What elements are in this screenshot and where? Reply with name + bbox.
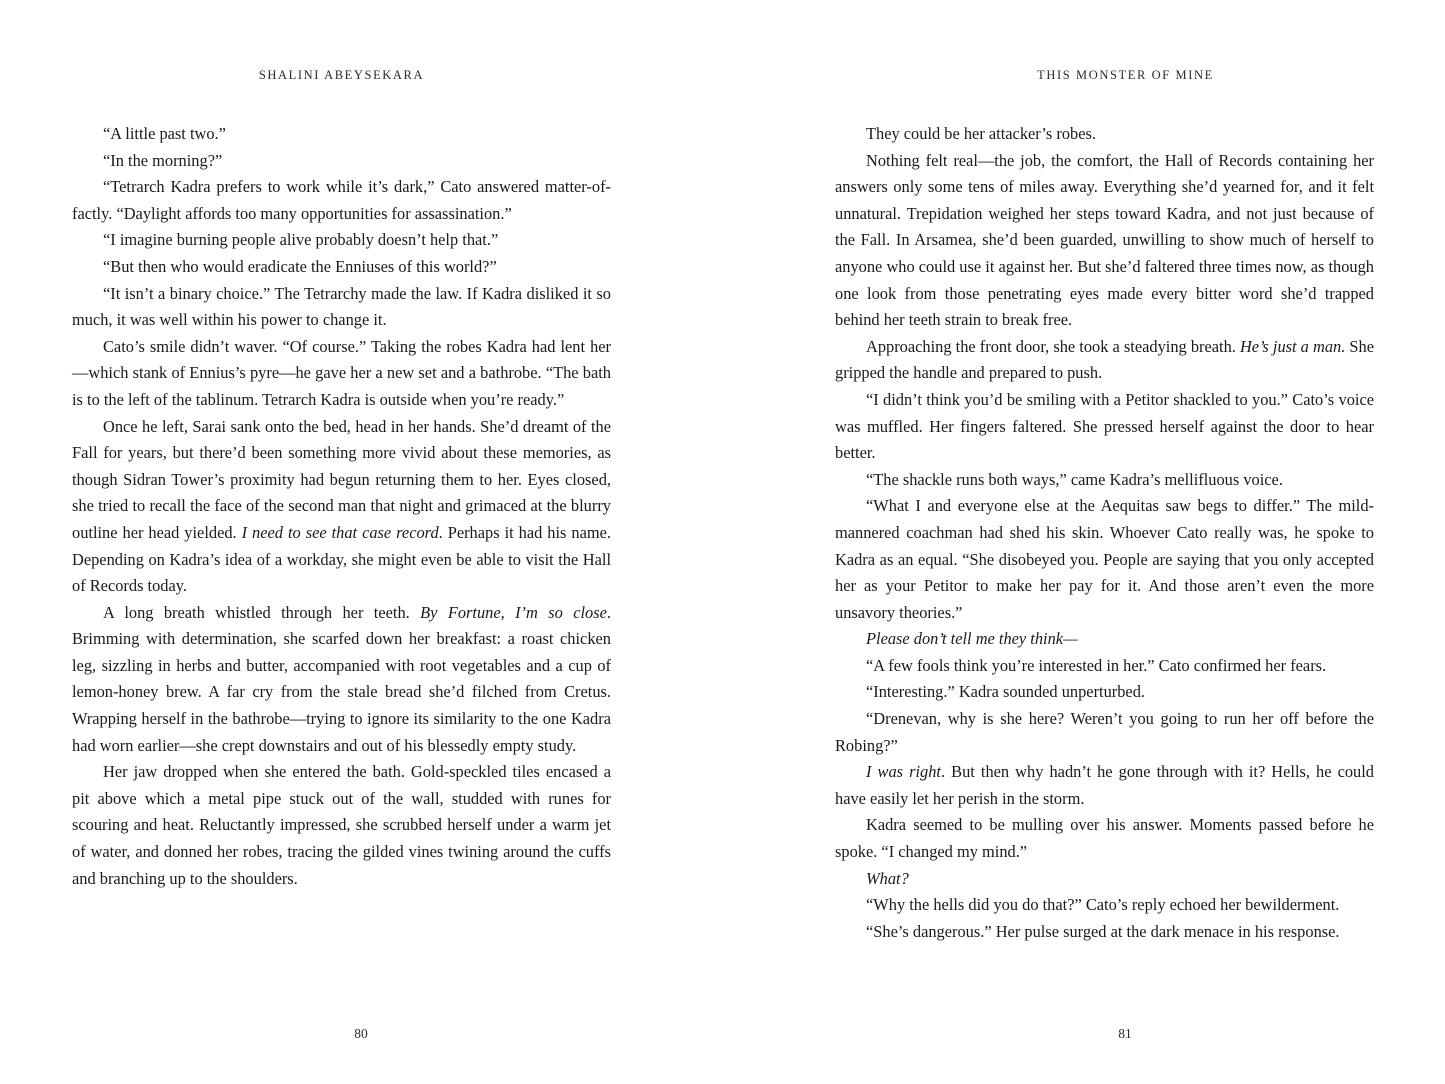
left-page-body — [72, 121, 611, 892]
paragraph: “Tetrarch Kadra prefers to work while it’s dark,” Cato answered matter-of-factly. “Daylight affords too many opportunities for assassination.” — [72, 177, 611, 223]
right-page-column — [835, 68, 1374, 945]
paragraph: “The shackle runs both ways,” came Kadra’s mellifluous voice. — [866, 469, 1283, 489]
right-page-body — [835, 121, 1374, 945]
paragraph: “What I and everyone else at the Aequitas saw begs to differ.” The mild-mannered coachman had shed his skin. Whoever Cato really was, he spoke to Kadra as an equal. “She disobeyed you. People are saying that you only accepted her as your Petitor to make her pay for it. And those aren’t even the more unsavory theories.” — [835, 496, 1374, 622]
paragraph: “I imagine burning people alive probably doesn’t help that.” — [103, 230, 499, 250]
paragraph: I was right. But then why hadn’t he gone through with it? Hells, he could have easily let her perish in the storm. — [835, 762, 1374, 808]
paragraph: Kadra seemed to be mulling over his answer. Moments passed before he spoke. “I changed my mind.” — [835, 815, 1374, 862]
paragraph: “Interesting.” Kadra sounded unperturbed. — [866, 682, 1145, 702]
paragraph: “She’s dangerous.” Her pulse surged at the dark menace in his response. — [866, 921, 1340, 941]
paragraph: They could be her attacker’s robes. — [866, 124, 1096, 143]
paragraph: “A few fools think you’re interested in her.” Cato confirmed her fears. — [866, 655, 1327, 675]
right-page — [722, 0, 1444, 1084]
left-page — [0, 0, 722, 1084]
paragraph: “A little past two.” — [103, 124, 226, 143]
paragraph: Approaching the front door, she took a steadying breath. He’s just a man. She gripped the handle and prepared to push. — [835, 336, 1374, 383]
paragraph: A long breath whistled through her teeth. By Fortune, I’m so close. Brimming with determination, she scarfed down her breakfast: a roast chicken leg, sizzling in herbs and butter, accompanied with root vegetables and a cup of lemon-honey brew. A far cry from the stale bread she’d filched from Cretus. Wrapping herself in the bathrobe—trying to ignore its similarity to the one Kadra had worn earlier—she crept downstairs and out of his blessedly empty study. — [72, 602, 611, 755]
paragraph: Please don’t tell me they think— — [866, 629, 1078, 649]
page-number-left: 80 — [354, 1026, 368, 1041]
paragraph: Once he left, Sarai sank onto the bed, head in her hands. She’d dreamt of the Fall for years, but there’d been something more vivid about these memories, as though Sidran Tower’s proximity had begun returning them to her. Eyes closed, she tried to recall the face of the second man that night and grimaced at the blurry outline her head yielded. I need to see that case record. Perhaps it had his name. Depending on Kadra’s idea of a workday, she might even be able to visit the Hall of Records today. — [72, 416, 611, 596]
paragraph: Nothing felt real—the job, the comfort, the Hall of Records containing her answers only some tens of miles away. Everything she’d yearned for, and it felt unnatural. Trepidation weighed her steps toward Kadra, and not just because of the Fall. In Arsamea, she’d been guarded, unwilling to show much of herself to anyone who could use it against her. But she’d faltered three times now, as though one look from those penetrating eyes made every bitter word she’d trapped behind her teeth strain to break free. — [835, 150, 1374, 330]
page-number-right: 81 — [1118, 1026, 1132, 1041]
paragraph: “In the morning?” — [103, 150, 223, 170]
paragraph: “It isn’t a binary choice.” The Tetrarchy made the law. If Kadra disliked it so much, it was well within his power to change it. — [72, 283, 611, 330]
paragraph: “Drenevan, why is she here? Weren’t you going to run her off before the Robing?” — [835, 709, 1374, 755]
paragraph: “But then who would eradicate the Enniuses of this world?” — [103, 256, 497, 276]
running-head-left: SHALINI ABEYSEKARA — [258, 68, 425, 82]
left-page-column — [72, 68, 611, 892]
paragraph: Cato’s smile didn’t waver. “Of course.” Taking the robes Kadra had lent her—which stank of Ennius’s pyre—he gave her a new set and a bathrobe. “The bath is to the left of the tablinum. Tetrarch Kadra is outside when you’re ready.” — [72, 336, 611, 409]
running-head-right: THIS MONSTER OF MINE — [1037, 68, 1214, 82]
paragraph: What? — [866, 868, 909, 888]
paragraph: “I didn’t think you’d be smiling with a Petitor shackled to you.” Cato’s voice was muffled. Her fingers faltered. She pressed herself against the door to hear better. — [835, 389, 1374, 463]
paragraph: Her jaw dropped when she entered the bath. Gold-speckled tiles encased a pit above which a metal pipe stuck out of the wall, studded with runes for scouring and heat. Reluctantly impressed, she scrubbed herself under a warm jet of water, and donned her robes, tracing the gilded vines twining around the cuffs and branching up to the shoulders. — [72, 762, 611, 888]
paragraph: “Why the hells did you do that?” Cato’s reply echoed her bewilderment. — [866, 895, 1340, 915]
